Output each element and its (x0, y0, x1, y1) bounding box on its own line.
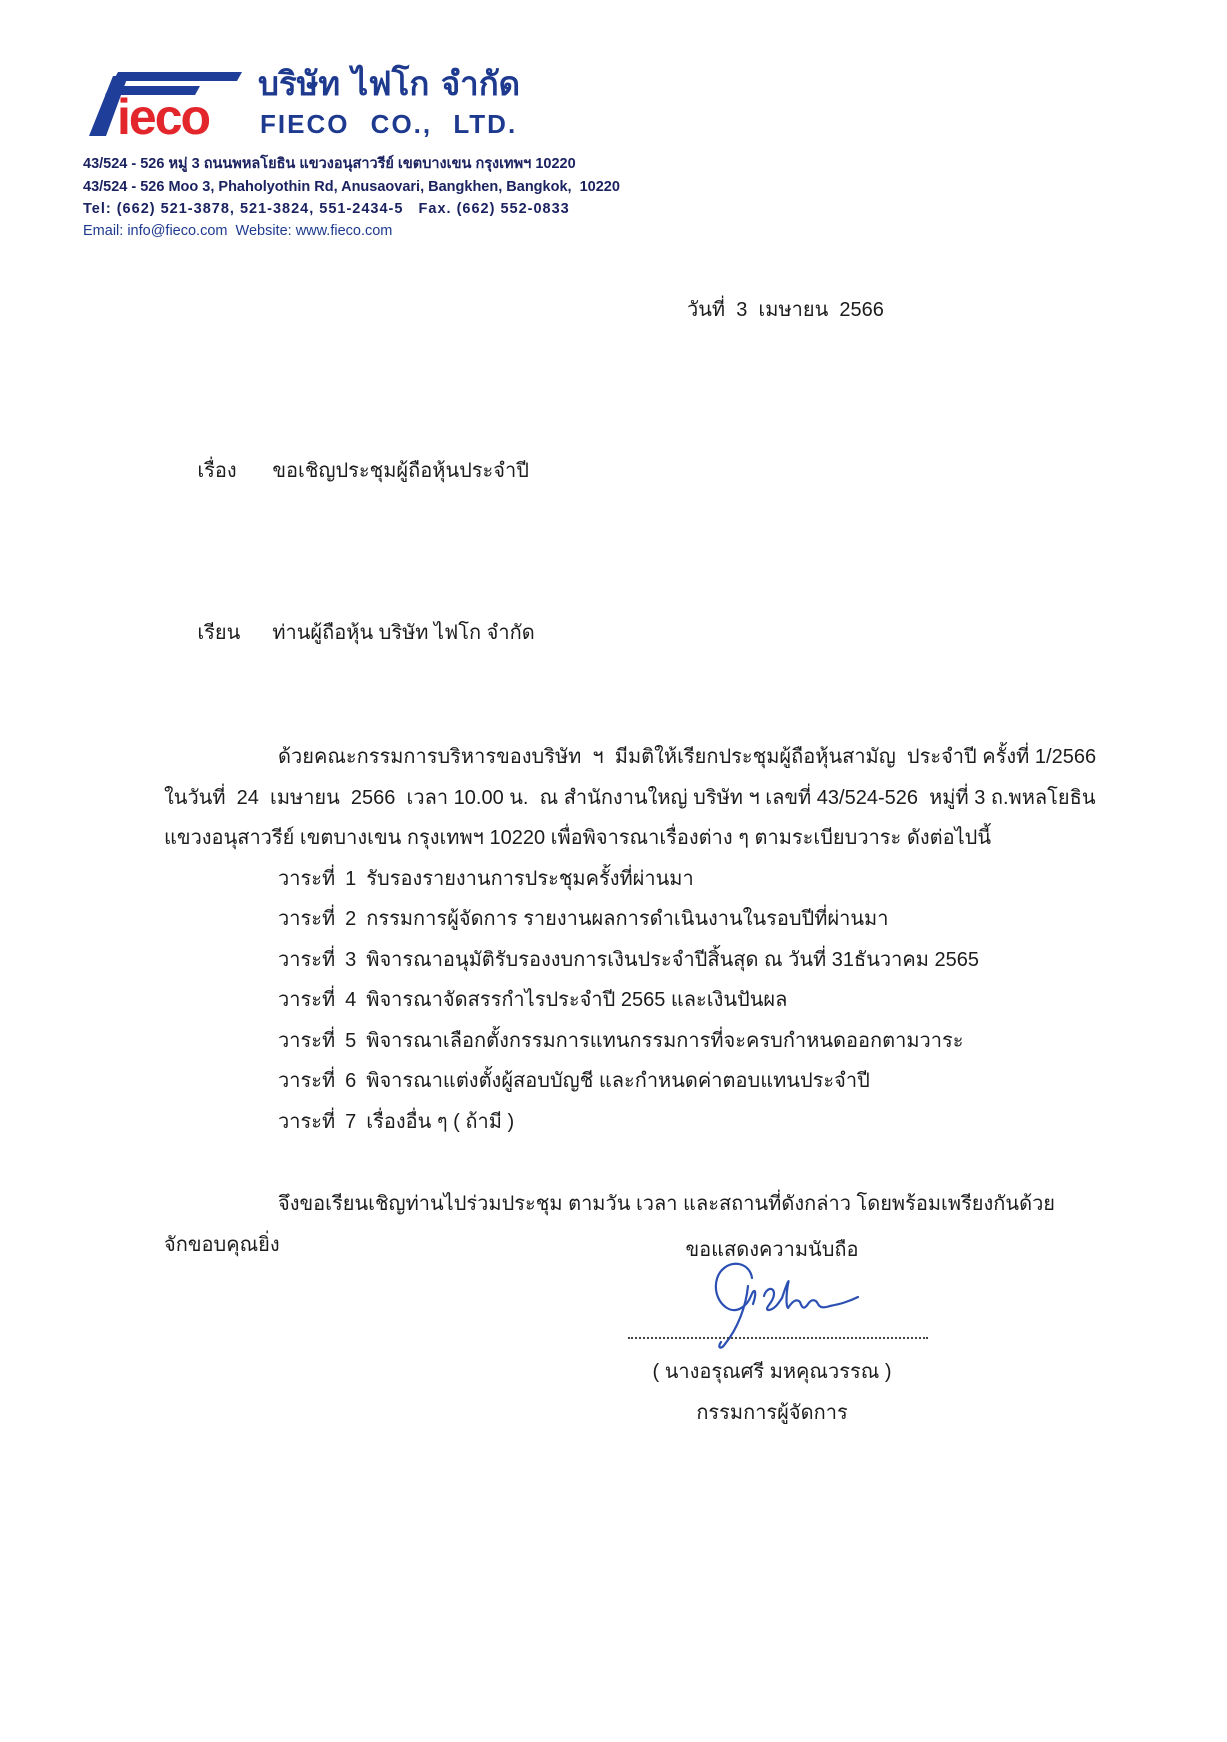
agenda-text: รับรองรายงานการประชุมครั้งที่ผ่านมา (366, 867, 694, 890)
agenda-list (164, 859, 1124, 1143)
agenda-item (278, 980, 1124, 1021)
agenda-label: วาระที่ (278, 989, 336, 1011)
agenda-number: 2 (345, 908, 357, 930)
company-name-en: FIECO CO., LTD. (260, 109, 518, 139)
recipient-label: เรียน (197, 622, 241, 644)
letter-date: วันที่ 3 เมษายน 2566 (687, 299, 884, 321)
agenda-text: พิจารณาอนุมัติรับรองงบการเงินประจำปีสิ้นสุด ณ วันที่ 31ธันวาคม 2565 (366, 948, 979, 971)
contact-phone-fax: Tel: (662) 521-3878, 521-3824, 551-2434-5 Fax. (662) 552-0833 (83, 201, 570, 217)
agenda-label: วาระที่ (278, 1110, 336, 1133)
agenda-text: พิจารณาแต่งตั้งผู้สอบบัญชี และกำหนดค่าตอบแทนประจำปี (366, 1070, 870, 1092)
address-th: 43/524 - 526 หมู่ 3 ถนนพหลโยธิน แขวงอนุสาวรีย์ เขตบางเขน กรุงเทพฯ 10220 (83, 156, 576, 172)
agenda-number: 1 (345, 867, 357, 890)
subject-label: เรื่อง (197, 460, 237, 482)
agenda-item (278, 899, 1124, 940)
logo-text: ieco (117, 89, 210, 140)
signature-flourish (764, 1281, 858, 1310)
body-paragraph (164, 737, 1124, 859)
subject-row (164, 411, 1124, 531)
closing-line: จึงขอเรียนเชิญท่านไปร่วมประชุม ตามวัน เวลา และสถานที่ดังกล่าว โดยพร้อมเพรียงกันด้วย (278, 1193, 1056, 1215)
contact-email-web: Email: info@fieco.com Website: www.fieco.com (83, 223, 393, 239)
agenda-item (278, 1021, 1124, 1062)
agenda-number: 5 (345, 1029, 357, 1052)
agenda-item (278, 859, 1124, 900)
signatory-title: กรรมการผู้จัดการ (696, 1402, 848, 1424)
agenda-label: วาระที่ (278, 948, 336, 971)
agenda-text: เรื่องอื่น ๆ ( ถ้ามี ) (366, 1110, 515, 1133)
agenda-text: พิจารณาจัดสรรกำไรประจำปี 2565 และเงินปันผล (366, 989, 788, 1011)
signature-loop (716, 1264, 755, 1310)
agenda-number: 3 (345, 948, 357, 971)
agenda-label: วาระที่ (278, 1070, 336, 1092)
letter-body (164, 411, 1124, 1265)
signature-line (628, 1337, 928, 1339)
agenda-text: พิจารณาเลือกตั้งกรรมการแทนกรรมการที่จะครบกำหนดออกตามวาระ (366, 1029, 964, 1052)
agenda-label: วาระที่ (278, 1029, 336, 1052)
agenda-label: วาระที่ (278, 867, 336, 890)
body-line: ด้วยคณะกรรมการบริหารของบริษัท ฯ มีมติให้เรียกประชุมผู้ถือหุ้นสามัญ ประจำปี ครั้งที่ 1/2566 (278, 746, 1097, 768)
company-name-th: บริษัท ไฟโก จำกัด (258, 64, 521, 103)
subject-text: ขอเชิญประชุมผู้ถือหุ้นประจำปี (272, 460, 529, 482)
body-line: ในวันที่ 24 เมษายน 2566 เวลา 10.00 น. ณ สำนักงานใหญ่ บริษัท ฯ เลขที่ 43/524-526 หมู่ที่ 3 ถ.พหลโยธิน (164, 786, 1096, 809)
agenda-item (278, 1061, 1124, 1102)
agenda-label: วาระที่ (278, 908, 336, 930)
recipient-row (164, 573, 1124, 693)
agenda-number: 4 (345, 989, 357, 1011)
agenda-item (278, 1102, 1124, 1143)
agenda-text: กรรมการผู้จัดการ รายงานผลการดำเนินงานในรอบปีที่ผ่านมา (366, 908, 889, 930)
closing-line: จักขอบคุณยิ่ง (164, 1233, 280, 1256)
agenda-number: 6 (345, 1070, 357, 1092)
body-line: แขวงอนุสาวรีย์ เขตบางเขน กรุงเทพฯ 10220 เพื่อพิจารณาเรื่องต่าง ๆ ตามระเบียบวาระ ดังต่อไปนี้ (164, 827, 992, 849)
agenda-number: 7 (345, 1110, 357, 1133)
handwritten-signature (706, 1256, 862, 1356)
signatory-name: ( นางอรุณศรี มหคุณวรรณ ) (652, 1361, 892, 1383)
sign-off: ขอแสดงความนับถือ (685, 1239, 859, 1261)
logo-top-bar (113, 72, 242, 81)
agenda-item (278, 940, 1124, 981)
recipient-text: ท่านผู้ถือหุ้น บริษัท ไฟโก จำกัด (272, 622, 535, 644)
address-en: 43/524 - 526 Moo 3, Phaholyothin Rd, Anusaovari, Bangkhen, Bangkok, 10220 (83, 179, 620, 195)
company-logo (84, 68, 249, 140)
